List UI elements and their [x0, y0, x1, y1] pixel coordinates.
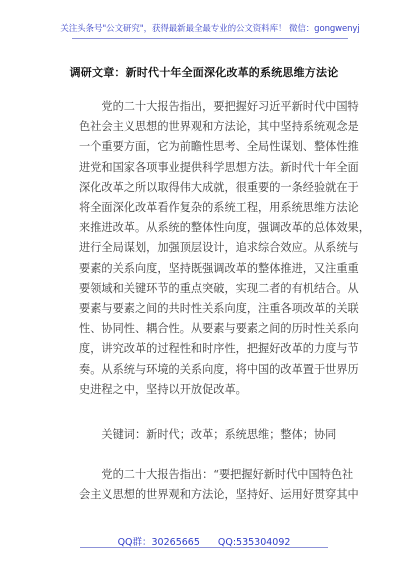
document-title: 调研文章：新时代十年全面深化改革的系统思维方法论: [69, 66, 339, 79]
text-line: 会主义思想的世界观和方法论，坚持好、运用好贯穿其中: [79, 488, 359, 502]
text-line: 性、协同性、耦合性。从要素与要素之间的历时性关系向: [79, 322, 359, 336]
text-line: 将全面深化改革看作复杂的系统工程，用系统思维方法论: [79, 201, 359, 215]
text-line: 史进程之中，坚持以开放促改革。: [79, 382, 247, 396]
text-line: 来推进改革。从系统的整体性向度，强调改革的总体效果，: [79, 221, 370, 235]
text-line: 关键词：新时代；改革；系统思维；整体；协同: [79, 428, 337, 441]
text-line: 进党和国家各项事业提供科学思想方法。新时代十年全面: [79, 160, 359, 174]
text-line: 奏。从系统与环境的关系向度，将中国的改革置于世界历: [79, 362, 359, 376]
page-footer: [0, 534, 408, 548]
text-line: 要素与要素之间的共时性关系向度，注重各项改革的关联: [79, 302, 359, 316]
keywords-paragraph: [79, 425, 337, 445]
text-line: 色社会主义思想的世界观和方法论，其中坚持系统观念是: [79, 120, 359, 134]
text-line: 一个重要方面，它为前瞻性思考、全局性谋划、整体性推: [79, 140, 359, 154]
body-paragraph: [79, 465, 359, 505]
abstract-paragraph: [79, 97, 370, 400]
footer-qq: QQ:535304092: [217, 537, 291, 548]
footer-divider: [80, 547, 328, 548]
footer-qq-group: QQ群：30265665: [117, 537, 200, 548]
text-line: 党的二十大报告指出，要把握好习近平新时代中国特: [79, 100, 359, 113]
page-header-banner: 关注头条号"公文研究"，获得最新最全最专业的公文资料库！ 微信：gongwenyj: [60, 24, 360, 34]
text-line: 要领域和关键环节的重点突破，实现二者的有机结合。从: [79, 281, 359, 295]
text-line: 党的二十大报告指出：“要把握好新时代中国特色社: [79, 468, 354, 481]
text-line: 深化改革之所以取得伟大成就，很重要的一条经验就在于: [79, 180, 359, 194]
text-line: 进行全局谋划，加强顶层设计，追求综合效应。从系统与: [79, 241, 359, 255]
header-divider: [72, 38, 348, 39]
text-line: 度，讲究改革的过程性和时序性，把握好改革的力度与节: [79, 342, 359, 356]
text-line: 要素的关系向度，坚持既强调改革的整体推进，又注重重: [79, 261, 359, 275]
